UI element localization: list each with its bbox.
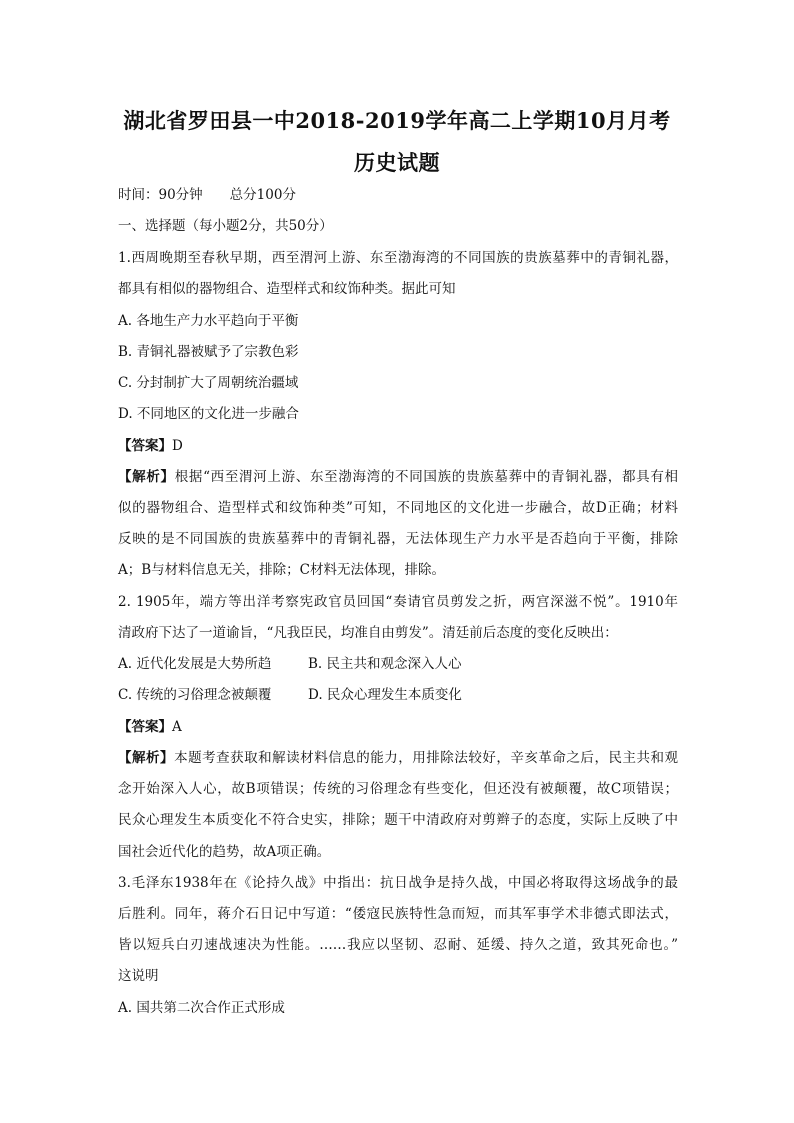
analysis-tag: 【解析】 — [118, 750, 175, 766]
section-heading: 一、选择题（每小题2分，共50分） — [118, 218, 333, 234]
q1-stem-line: 1.西周晚期至春秋早期，西至渭河上游、东至渤海湾的不同国族的贵族墓葬中的青铜礼器， — [118, 250, 678, 266]
q2-analysis-line: 国社会近代化的趋势，故A项正确。 — [118, 844, 331, 860]
answer-tag: 【答案】 — [118, 438, 172, 454]
q3-option-a: A. 国共第二次合作正式形成 — [118, 1000, 285, 1016]
q1-analysis-line: 反映的是不同国族的贵族墓葬中的青铜礼器，无法体现生产力水平是否趋向于平衡，排除 — [118, 531, 678, 547]
exam-title: 湖北省罗田县一中2018-2019学年高二上学期10月月考 — [123, 108, 671, 133]
q1-option-b: B. 青铜礼器被赋予了宗教色彩 — [118, 344, 299, 360]
q2-analysis-line: 念开始深入人心，故B项错误；传统的习俗理念有些变化，但还没有被颠覆，故C项错误； — [118, 781, 678, 797]
q1-option-a: A. 各地生产力水平趋向于平衡 — [118, 313, 299, 329]
exam-meta: 时间：90分钟 总分100分 — [118, 187, 296, 203]
exam-subtitle: 历史试题 — [354, 150, 440, 175]
q1-analysis-line: 似的器物组合、造型样式和纹饰种类”可知，不同地区的文化进一步融合，故D正确；材料 — [118, 500, 678, 516]
q3-stem-line: 皆以短兵白刃速战速决为性能。……我应以坚韧、忍耐、延缓、持久之道，致其死命也。” — [118, 937, 678, 953]
q2-stem-line: 清政府下达了一道谕旨，“凡我臣民，均准自由剪发”。清廷前后态度的变化反映出： — [118, 625, 618, 641]
analysis-tag: 【解析】 — [118, 469, 175, 485]
answer-value: A — [172, 719, 182, 735]
q2-stem-line: 2. 1905年，端方等出洋考察宪政官员回国“奏请官员剪发之折，两宫深滋不悦”。1910年 — [118, 594, 678, 610]
q1-stem-line: 都具有相似的器物组合、造型样式和纹饰种类。据此可知 — [118, 281, 456, 297]
q3-stem-line: 后胜利。同年，蒋介石日记中写道：“倭寇民族特性急而短，而其军事学术非德式即法式， — [118, 906, 678, 922]
q2-option-d: D. 民众心理发生本质变化 — [308, 687, 462, 703]
q1-analysis-line: A；B与材料信息无关，排除；C材料无法体现，排除。 — [118, 562, 445, 578]
answer-value: D — [172, 438, 183, 454]
q2-answer — [118, 717, 678, 737]
q2-option-c: C. 传统的习俗理念被颠覆 — [118, 687, 272, 703]
q2-analysis-line: 民众心理发生本质变化不符合史实，排除；题干中清政府对剪辫子的态度，实际上反映了中 — [118, 812, 678, 828]
analysis-text: 本题考查获取和解读材料信息的能力，用排除法较好，辛亥革命之后，民主共和观 — [174, 750, 679, 766]
analysis-text: 根据“西至渭河上游、东至渤海湾的不同国族的贵族墓葬中的青铜礼器，都具有相 — [174, 469, 679, 485]
q1-option-c: C. 分封制扩大了周朝统治疆域 — [118, 375, 299, 391]
q3-stem-line: 这说明 — [118, 968, 159, 984]
q1-option-d: D. 不同地区的文化进一步融合 — [118, 406, 299, 422]
q1-answer — [118, 436, 678, 456]
q1-analysis-line — [118, 467, 678, 487]
q3-stem-line: 3.毛泽东1938年在《论持久战》中指出：抗日战争是持久战，中国必将取得这场战争的最 — [118, 875, 678, 891]
q2-option-a: A. 近代化发展是大势所趋 — [118, 656, 272, 672]
q2-analysis-line — [118, 748, 678, 768]
answer-tag: 【答案】 — [118, 719, 172, 735]
q2-option-b: B. 民主共和观念深入人心 — [308, 656, 462, 672]
